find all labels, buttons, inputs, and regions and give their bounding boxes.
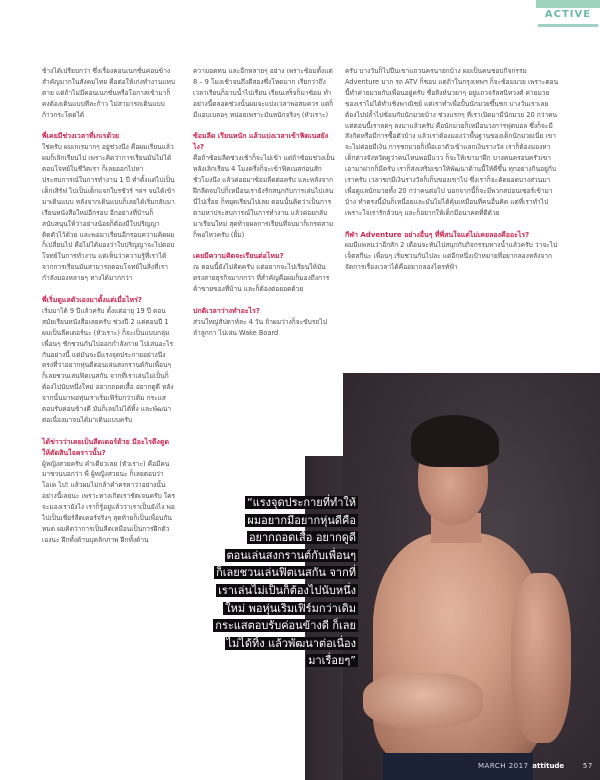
paragraph: ครับ บางวันก็ไปปีนเขาแถวนครนายกบ้าง ผมเป็นคนชอบกิจกรรม Adventure มาก รถ ATV ก็ชอบ แต่ถ้าในกรุงเทพฯ ก็จะซ้อมมวย เพราะตอนนี้ทำค่ายมวยกับเพื่อนอยู่ครับ ชื่อสิงห์นวยาๆ อยู่แถวจรัลสนิทวงศ์ ค่ายมวยของเราไม่ได้ทำเชิงพาณิชย์ แต่เราทำเพื่อปั้นนักมวยขึ้นชก บางวันเราเลยต้องไปปล้ำไปซ้อมกับนักมวยบ้าง ช่วงแรกๆ ที่เราเปิดมามีนักมวย 20 กว่าคน แต่ตอนนี้เราลดๆ ลงมาแล้วครับ คือนักมวยก็เหมือนวงการฟุตบอล ซึ่งก็จะมีสังกัดหรือมีการซื้อตัวบ้าง แล้วเราต้องมองว่าพื้นฐานของเด็กนักมวยเนี่ย เขาจะไม่ค่อยมีเงิน การชกมวยก็เพื่อเอาตัวเข้าแลกเงินรางวัล เราก็ต้องมองหาเด็กต่างจังหวัดดูว่าคนไหนพอมีแวว ก็จะให้เขามาฝึก บางคนครอบครัวเขาเอามาฝากก็มีครับ เราก็ส่งเสริมเขาให้พัฒนาด้านนี้ให้ดีขึ้น ทุกอย่างกินอยู่กับเราครับ เวลาชกมีเงินรางวัลก็เก็บของเขาไป ซึ่งเราก็จะตัดยอดบางส่วนมาเพื่อดูแลนักมวยทั้ง 20 กว่าคนต่อไป นอกจากนี้ก็จะมีพวกสปอนเซอร์เข้ามาบ้าง ทำตรงนี้มันก็เหนื่อยและมันไม่ได้คุ้มเหมือนที่คนอื่นคิด แต่ที่เราทำไปเพราะใจเรารักล้วนๆ และก็อยากให้เด็กมีอนาคตที่ดีด้วย — [345, 67, 559, 217]
pull-quote-line: อยากถอดเสื้อ อยากดูดี — [248, 531, 356, 545]
paragraph: ช้างได้เปรียบกว่า ซึ่งเรื่องคอนเนกชั่นค่อนข้างสำคัญมากในสังคมไทย คือต่อให้เก่งทำงานแทบตาย แต่ถ้าไม่มีคอนเนกชั่นหรือโอกาสเข้ามาก็คงต้องเดินแบบทีละก้าว ไม่สามารถเดินแบบก้าวกระโดดได้ — [42, 67, 176, 119]
paragraph: ผู้หญิงสวยครับ คำเดียวเลย (หัวเราะ) คือมีคนมาชวนบอกว่า พี่ ผู้หญิงสวยนะ ก็เลยตอบว่า โอเค ไป! แล้วผมไม่กล้าคำครหาว่าอย่างนั้นอย่างนี้เลยนะ เพราะทางเกิดเราชัดเจนครับ ใครจะมองเรายังไง เราก็รู้อยู่แล้วว่าเราเป็นยังไง พอไปเป็นเชียร์ลีดเดอร์จริงๆ สุดท้ายก็เป็นเพื่อนกันหมด ผมคิดว่าการเป็นลีดเหมือนเป็นการฝึกตัวเองนะ ฝึกทั้งด้านบุคลิกภาพ ฝึกทั้งด้าน — [42, 459, 176, 544]
pull-quote-line: ตอนเล่นสงกรานต์กับเพื่อนๆ — [226, 548, 356, 562]
paragraph: ผมมีแพลนว่าอีกสัก 2 เดือนจะหันไปสนุกกับกิจกรรมทางน้ำแล้วครับ ว่าจะไปเจ็ตสกีนะ เพื่อนๆ เริ่มชวนกันไปละ แต่อีกหนึ่งเป้าหมายที่อยากลองหลังจากจัดการเรื่องเวลาได้คืออยากลองไดรท์ฟ้า — [345, 241, 558, 272]
question-heading: ได้ข่าวว่าเคยเป็นลีดเดอร์ด้วย มีอะไรดึงดูดให้ตัดสินใจคราวนั้น? — [42, 437, 170, 457]
question-heading: เคยมีความคิดจะเรียนต่อไหม? — [193, 252, 284, 261]
issue-date: MARCH 2017 — [478, 762, 529, 770]
pull-quote — [200, 494, 358, 670]
pull-quote-line: มาเรื่อยๆ” — [308, 654, 356, 668]
page-footer — [478, 762, 593, 770]
paragraph: เริ่มมาได้ 9 ปีแล้วครับ ตั้งแต่อายุ 19 ปี ตอนสมัยเรียนหนังสือเลยครับ ช่วงปี 2 แต่ตอนปี 1 ผมเป็นลีดเดอร์นะ (หัวเราะ) ก็จะเป็นแบบกลุ่มเพื่อนๆ ชักชวนกันไปออกกำลังกาย ไปเล่นอะไรกันอย่างนี้ แต่มันจะมีแรงจุดประกายอย่างนึงตรงที่ว่าอยากหุ่นดีตอนเล่นสงกรานต์กับเพื่อนๆ ก็เลยชวนเล่นฟิตเนสกัน จากที่เราเล่นไม่เป็นก็ต้องไปนับหนึ่งใหม่ อยากถอดเสื้อ อยากดูดี หลังจากนั้นมาพอหุ่นเราเริ่มเฟิร์มกว่าเดิม กระแสตอบรับค่อนข้างดี มันก็เลยไม่ได้ทิ้ง และพัฒนาต่อเนื่องมาจนได้มาเดินแบบครับ — [42, 306, 174, 424]
photo-figure-hair — [411, 415, 499, 467]
photo-figure-hands — [363, 673, 483, 728]
question-heading: พี่เริ่มดูแลตัวเองมาตั้งแต่เมื่อไหร่? — [42, 296, 142, 304]
question-heading: กีฬา Adventure อย่างอื่นๆ ที่พี่สนใจแต่ไม่เคยลองคืออะไร? — [345, 230, 530, 239]
article-column-middle — [193, 66, 335, 350]
magazine-brand: attitude — [532, 762, 565, 770]
section-tab-active — [536, 0, 600, 28]
model-photo — [343, 373, 600, 780]
paragraph: ความอดทน และอีกหลายๆ อย่าง เพราะซ้อมตั้งแต่ 8 – 9 โมงเช้าจนถึงตีสองซึ่งโหดมาก เรียกว่าถึงเวลาเรียนก็อาบน้ำไปเรียน เรียนเสร็จก็มาซ้อม ทำอย่างนี้ตลอดช่วงนั้นผมจะแบ่งเวลาพอสมควร แต่ก็มีแอบเบลอๆ หน่อยเพราะมันหนักจริงๆ (หัวเราะ) — [193, 67, 334, 119]
paragraph: ใช่ครับ ผมเกเรมากๆ อยู่ช่วงนึง คือผมเรียนแล้วผมก็เลิกเรียนไป เพราะคิดว่าการเรียนมันไม่ได้ตอบโจทย์ในชีวิตเรา ก็เลยออกไปหาประสบการณ์ในการทำงาน 1 ปี ทำตั้งแต่ไปเป็นเด็กเสิร์ฟ ไปเป็นเด็กแจกใบรชัวร์ ฯลฯ จนได้เข้ามาเดินแบบ หลังจากเดินแบบก็เลยได้เริ่มกลับมาเรียนหนังสือใหม่อีกรอบ อีกอย่างที่บ้านก็สนับสนุนให้ว่าอย่างน้อยก็ต้องมีใบปริญญาติดตัวไว้ด้วย และพอมาเรียนอีกรอบความคิดผมก็เปลี่ยนไป คือไม่ได้มองว่าใบปริญญาจะไปตอบโจทย์ในการทำงาน แต่เห็นว่าความรู้ที่เราได้จากการเรียนมันสามารถตอบโจทย์ในสิ่งที่เรากำลังมองหลายๆ ทางได้มากกว่า — [42, 143, 175, 283]
photo-figure-arm — [511, 573, 571, 743]
pull-quote-line: “แรงจุดประกายที่ทำให้ — [246, 496, 356, 509]
article-column-right — [345, 66, 559, 284]
pull-quote-line: ใหม่ พอหุ่นเริ่มเฟิร์มกว่าเดิม — [225, 601, 356, 615]
paragraph: คือถ้าซ้อมลีดช่วงเช้าก็จะไม่เข้า แต่ถ้าซ้อมช่วงเย็น หลังเลิกเรียน 4 โมงครึ่งก็จะเข้าฟิตเนสก่อนสักชั่วโมงนึง แล้วค่อยมาซ้อมลีดต่อครับ และหลังจากฝึกลีดจบไปก็เหมือนเรายังรักสนุกกับการเล่นไปเล่นนี่ไปเรื่อย ก็หยุดเรียนไปเลย ตอนนั้นคิดว่าเป็นการตามหาประสบการณ์ในการทำงาน แล้วค่อยกลับมาเรียนใหม่ สุดท้ายผลการเรียนที่จบมาก็เกรดสาม ก็พอไหวครับ (ยิ้ม) — [193, 154, 335, 239]
paragraph: ณ ตอนนี้ยังไม่คิดครับ แต่อยากจะไปเรียนให้มันตรงสายธุรกิจมากกว่า ที่สำคัญคือผมก็มองถึงการค้าขายของที่บ้าน และก็ต้องต่อยอดด้วย — [193, 263, 330, 294]
pull-quote-line: ก็เลยชวนเล่นฟิตเนสกัน จากที่ — [216, 566, 356, 580]
pull-quote-line: ผมอยากมีอยากหุ่นดีคือ — [247, 513, 356, 527]
question-heading: ซ้อมลีด เรียนหนัก แล้วแบ่งเวลาเข้าฟิตเนสยังไง? — [193, 132, 329, 152]
paragraph: ส่วนใหญ่สัปดาห์ละ 4 วัน ถ้าผมว่างก็จะขับรถไปลำลูกกา ไปเล่น Wake Board — [193, 317, 327, 337]
section-tab-underline — [538, 24, 598, 27]
pull-quote-line: ไม่ได้ทิ้ง แล้วพัฒนาต่อเนื่อง — [226, 636, 356, 650]
question-heading: พี่เคยมีช่วงเวลาที่เกเรด้วย — [42, 132, 120, 141]
page-number: 57 — [582, 762, 593, 770]
article-column-left — [42, 66, 176, 557]
question-heading: ปกติเวลาว่างทำอะไร? — [193, 306, 260, 315]
pull-quote-line: กระแสตอบรับค่อนข้างดี ก็เลย — [215, 619, 356, 633]
section-tab-label: ACTIVE — [544, 9, 592, 20]
pull-quote-line: เราเล่นไม่เป็นก็ต้องไปนับหนึ่ง — [218, 583, 356, 597]
section-tab-bar — [536, 0, 600, 8]
